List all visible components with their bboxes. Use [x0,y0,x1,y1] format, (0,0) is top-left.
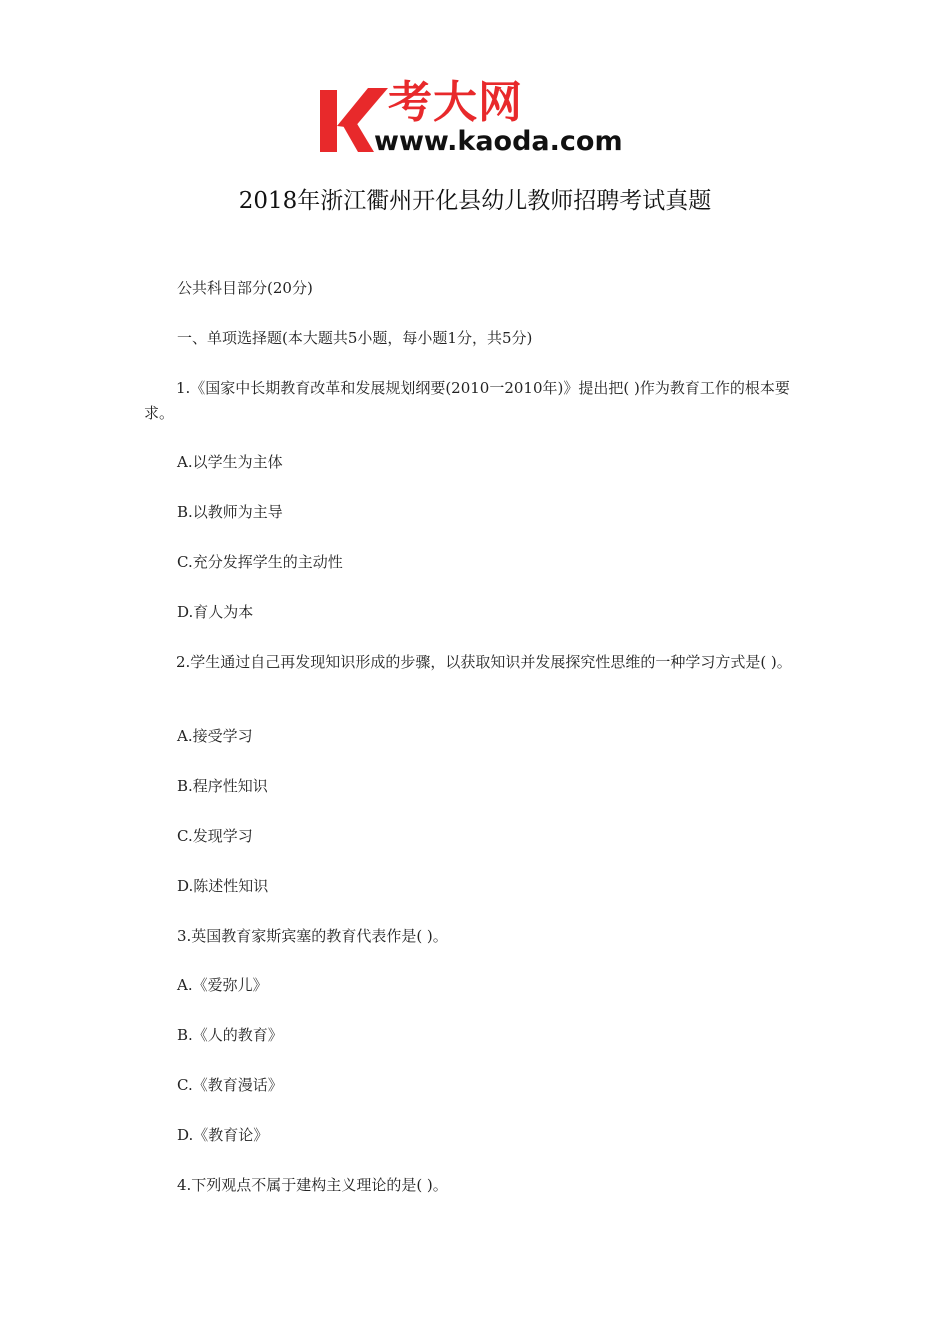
question-option: D.陈述性知识 [177,877,269,895]
section-heading: 公共科目部分(20分) [177,279,313,297]
question-option: D.育人为本 [177,603,254,621]
question-option: C.发现学习 [177,827,253,845]
question-stem: 4.下列观点不属于建构主义理论的是( )。 [177,1176,448,1194]
logo-chinese-text: 考大网 [388,77,523,128]
question-stem: 3.英国教育家斯宾塞的教育代表作是( )。 [177,927,448,945]
site-logo [318,78,638,158]
question-option: B.程序性知识 [177,777,268,795]
part-heading: 一、单项选择题(本大题共5小题，每小题1分，共5分) [177,329,533,347]
question-option: B.《人的教育》 [177,1026,283,1044]
question-option: A.接受学习 [177,727,253,745]
question-option: A.《爱弥儿》 [177,976,268,994]
question-stem: 1.《国家中长期教育改革和发展规划纲要(2010一2010年)》提出把( )作为教育工作的根本要求。 [144,379,790,422]
question-option: A.以学生为主体 [177,453,283,471]
page-title: 2018年浙江衢州开化县幼儿教师招聘考试真题 [238,188,712,214]
question-option: C.《教育漫话》 [177,1076,283,1094]
question-option: B.以教师为主导 [177,503,283,521]
question-option: C.充分发挥学生的主动性 [177,553,343,571]
logo-url-text: www.kaoda.com [374,126,623,157]
question-option: D.《教育论》 [177,1126,269,1144]
question-stem: 2.学生通过自己再发现知识形成的步骤，以获取知识并发展探究性思维的一种学习方式是( )。 [176,653,792,671]
